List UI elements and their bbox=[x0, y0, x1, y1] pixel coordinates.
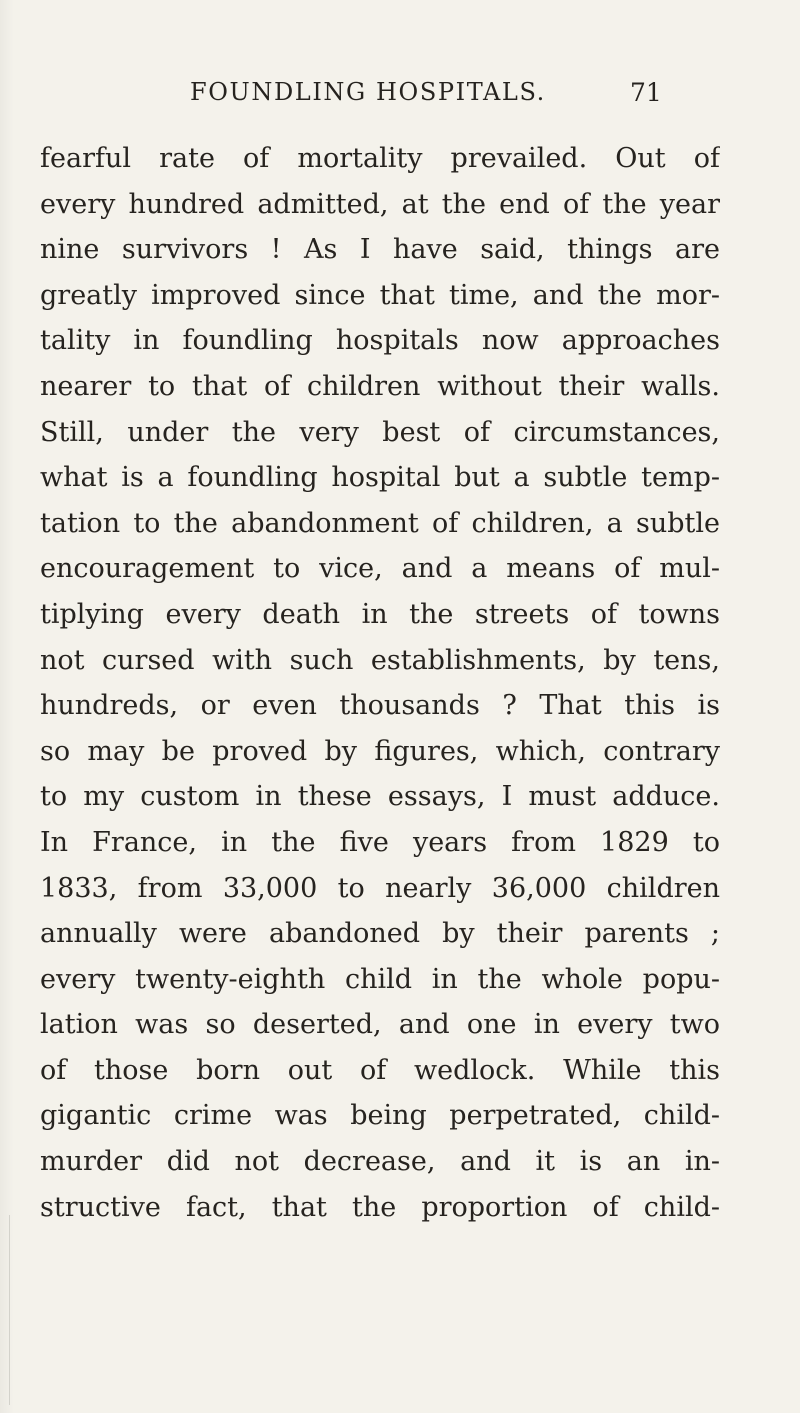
text-line: In France, in the five years from 1829 to bbox=[40, 826, 720, 858]
text-line: of those born out of wedlock. While this bbox=[40, 1054, 720, 1086]
text-line: tiplying every death in the streets of towns bbox=[40, 598, 720, 630]
text-line: gigantic crime was being perpetrated, child- bbox=[40, 1100, 720, 1132]
gutter-shadow bbox=[9, 1215, 10, 1405]
page-header bbox=[0, 78, 800, 114]
text-line: every hundred admitted, at the end of the year bbox=[40, 188, 720, 220]
text-line: encouragement to vice, and a means of mul- bbox=[40, 553, 720, 585]
text-line: lation was so deserted, and one in every two bbox=[40, 1009, 720, 1041]
text-line: greatly improved since that time, and the mor- bbox=[40, 279, 720, 311]
text-line: fearful rate of mortality prevailed. Out of bbox=[40, 143, 720, 174]
text-line: nine survivors ! As I have said, things are bbox=[40, 234, 720, 266]
text-line: what is a foundling hospital but a subtle temp- bbox=[40, 462, 720, 494]
running-title: FOUNDLING HOSPITALS. bbox=[190, 78, 546, 106]
text-line: structive fact, that the proportion of child- bbox=[40, 1191, 720, 1223]
text-line: so may be proved by figures, which, contrary bbox=[40, 735, 720, 767]
text-line: not cursed with such establishments, by tens, bbox=[40, 644, 720, 676]
text-line: annually were abandoned by their parents ; bbox=[40, 918, 720, 950]
text-line: Still, under the very best of circumstances, bbox=[40, 416, 720, 448]
text-line: every twenty-eighth child in the whole popu- bbox=[40, 963, 720, 995]
text-line: tation to the abandonment of children, a subtle bbox=[40, 507, 720, 539]
text-line: tality in foundling hospitals now approaches bbox=[40, 325, 720, 357]
text-line: to my custom in these essays, I must adduce. bbox=[40, 781, 720, 813]
text-line: 1833, from 33,000 to nearly 36,000 children bbox=[40, 872, 720, 904]
body-text bbox=[40, 136, 720, 1230]
text-line: murder did not decrease, and it is an in- bbox=[40, 1146, 720, 1178]
page-number: 71 bbox=[630, 78, 662, 107]
text-line: hundreds, or even thousands ? That this is bbox=[40, 690, 720, 722]
text-line: nearer to that of children without their walls. bbox=[40, 370, 720, 402]
